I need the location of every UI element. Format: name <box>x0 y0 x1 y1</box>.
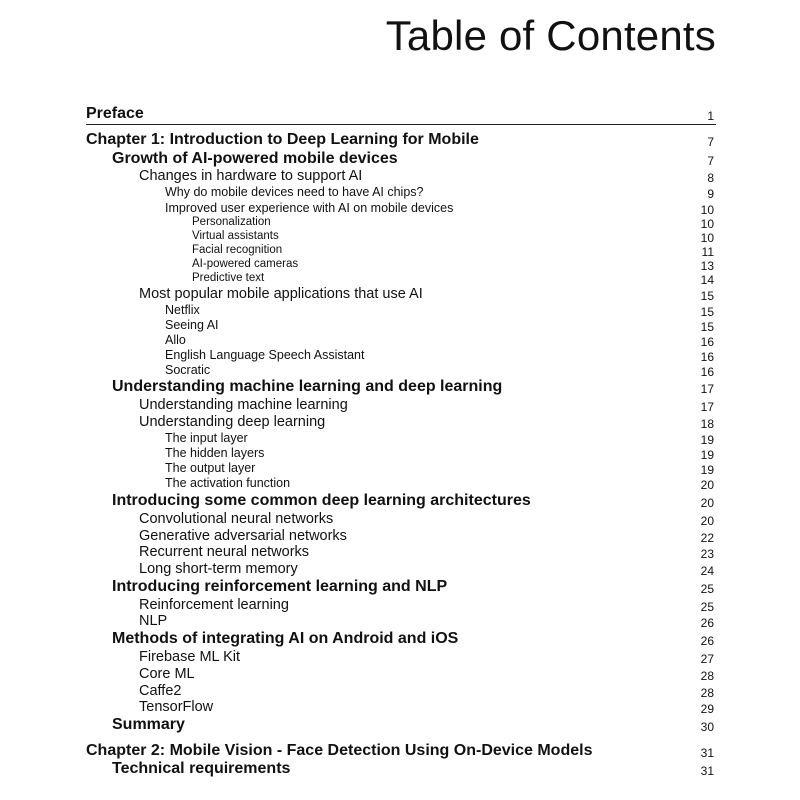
toc-page-number: 10 <box>700 217 714 231</box>
toc-page-number: 16 <box>700 365 714 379</box>
toc-page-number: 11 <box>701 245 714 259</box>
toc-page-number: 16 <box>700 335 714 349</box>
toc-page-number: 10 <box>700 231 714 245</box>
toc-page-number: 15 <box>700 305 714 319</box>
toc-page-number: 17 <box>700 382 714 396</box>
toc-entry-label: English Language Speech Assistant <box>165 348 365 362</box>
toc-entry-label: AI-powered cameras <box>192 258 299 270</box>
toc-entry-label: Changes in hardware to support AI <box>139 168 363 184</box>
toc-entry-label: Allo <box>165 333 186 347</box>
toc-page-number: 25 <box>700 600 714 614</box>
toc-page-number: 15 <box>700 289 714 303</box>
toc-page-number: 18 <box>700 417 714 431</box>
toc-entry-label: Predictive text <box>192 272 265 284</box>
toc-entry-label: Improved user experience with AI on mobile devices <box>165 201 454 215</box>
toc-entry-label: Socratic <box>165 363 211 377</box>
toc-page-number: 9 <box>707 187 714 201</box>
toc-page-number: 28 <box>700 669 714 683</box>
toc-page-number: 10 <box>700 203 714 217</box>
toc-page-number: 19 <box>700 448 714 462</box>
toc-page-number: 24 <box>700 564 714 578</box>
toc-entry-label: NLP <box>139 613 168 629</box>
toc-entry-label: TensorFlow <box>139 699 214 715</box>
toc-entry-label: The input layer <box>165 431 248 445</box>
toc-page-number: 13 <box>700 259 714 273</box>
toc-entry-label: Introducing reinforcement learning and NLP <box>112 578 448 595</box>
toc-page-number: 22 <box>700 531 714 545</box>
toc-page-number: 20 <box>700 496 714 510</box>
toc-page-number: 14 <box>700 273 714 287</box>
toc-page-number: 7 <box>707 154 714 168</box>
toc-entry-label: Generative adversarial networks <box>139 528 347 544</box>
toc-entry-label: Understanding machine learning and deep learning <box>112 378 503 395</box>
toc-page-number: 20 <box>700 478 714 492</box>
toc-page-number: 20 <box>700 514 714 528</box>
toc-entry-label: Netflix <box>165 303 200 317</box>
toc-entry-label: Most popular mobile applications that use AI <box>139 286 423 302</box>
toc-entry-label: The activation function <box>165 476 291 490</box>
toc-entry-label: Preface <box>86 105 144 122</box>
toc-page-number: 31 <box>700 746 714 760</box>
toc-entry-label: Why do mobile devices need to have AI chips? <box>165 185 424 199</box>
toc-page-number: 26 <box>700 616 714 630</box>
section-divider <box>86 124 716 125</box>
toc-page-number: 16 <box>700 350 714 364</box>
toc-page-number: 8 <box>707 171 714 185</box>
toc-entry-label: Methods of integrating AI on Android and iOS <box>112 630 459 647</box>
toc-entry-label: Core ML <box>139 666 195 682</box>
toc-entry-label: Caffe2 <box>139 683 182 699</box>
toc-page-number: 1 <box>707 109 714 123</box>
toc-page-number: 7 <box>707 135 714 149</box>
toc-entry-label: Recurrent neural networks <box>139 544 310 560</box>
toc-page-number: 27 <box>700 652 714 666</box>
toc-page-number: 30 <box>700 720 714 734</box>
toc-page-number: 19 <box>700 463 714 477</box>
toc-entry-label: Growth of AI-powered mobile devices <box>112 150 398 167</box>
toc-entry-label: Understanding machine learning <box>139 397 348 413</box>
toc-entry-label: Firebase ML Kit <box>139 649 240 665</box>
toc-page-number: 23 <box>700 547 714 561</box>
toc-page-number: 29 <box>700 702 714 716</box>
toc-page-number: 19 <box>700 433 714 447</box>
toc-entry-label: Personalization <box>192 216 271 228</box>
toc-page-number: 31 <box>700 764 714 778</box>
toc-entry-label: Virtual assistants <box>192 230 279 242</box>
toc-page-number: 26 <box>700 634 714 648</box>
toc-page-number: 28 <box>700 686 714 700</box>
page-title: Table of Contents <box>385 12 716 59</box>
toc-entry-label: Chapter 2: Mobile Vision - Face Detection Using On-Device Models <box>86 742 593 759</box>
toc-entry-label: The output layer <box>165 461 256 475</box>
toc-page-number: 25 <box>700 582 714 596</box>
toc-page-number: 17 <box>700 400 714 414</box>
toc-entry-label: Technical requirements <box>112 760 291 777</box>
toc-entry-label: Summary <box>112 716 185 733</box>
toc-page-number: 15 <box>700 320 714 334</box>
toc-entry-label: Long short-term memory <box>139 561 298 577</box>
toc-entry-label: Understanding deep learning <box>139 414 326 430</box>
toc-entry-label: Chapter 1: Introduction to Deep Learning for Mobile <box>86 131 479 148</box>
toc-entry-label: Seeing AI <box>165 318 219 332</box>
toc-entry-label: The hidden layers <box>165 446 265 460</box>
toc-entry-label: Convolutional neural networks <box>139 511 334 527</box>
toc-entry-label: Introducing some common deep learning architectures <box>112 492 531 509</box>
toc-entry-label: Reinforcement learning <box>139 597 289 613</box>
toc-entry-label: Facial recognition <box>192 244 283 256</box>
